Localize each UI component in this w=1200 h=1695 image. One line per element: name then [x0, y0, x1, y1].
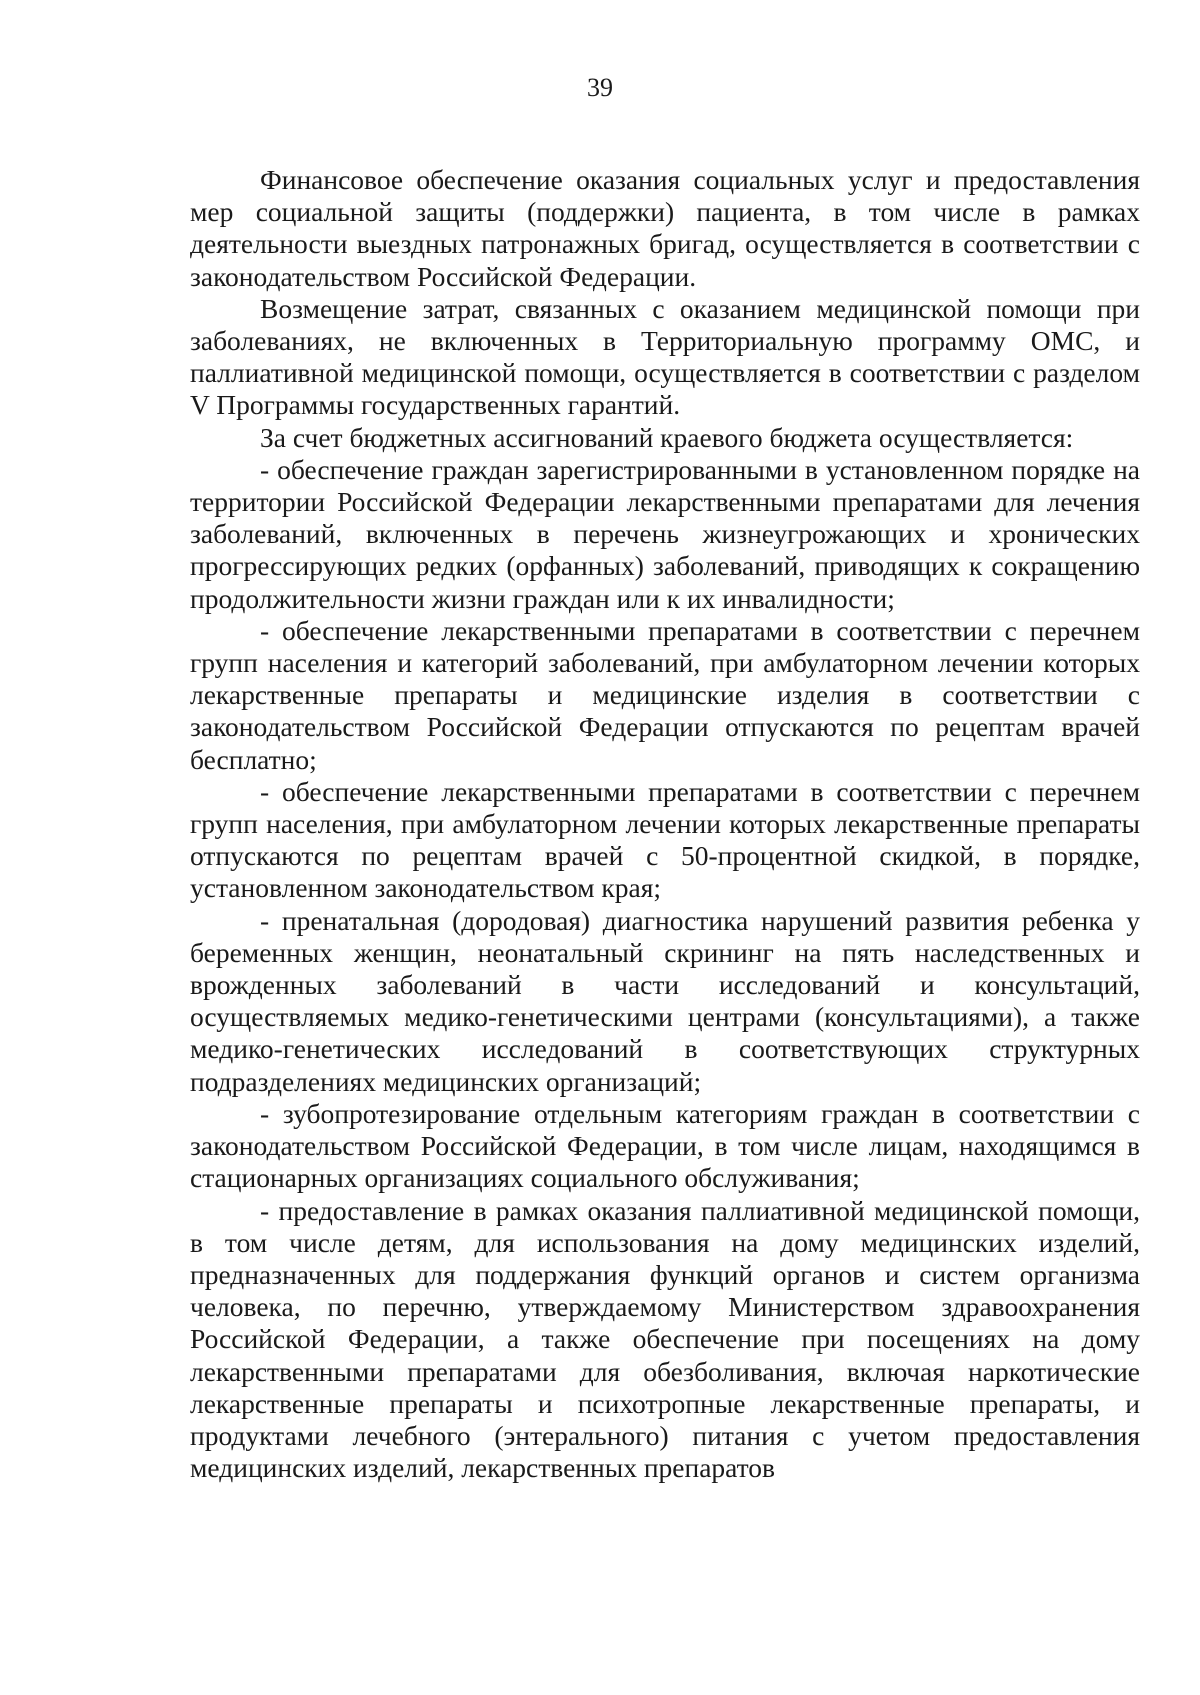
list-item-dental-prosthetics: - зубопротезирование отдельным категориям граждан в соответствии с законодательством Российской Федерации, в том числе лицам, находящимся в стационарных организациях социального обслуживания;: [190, 1097, 1140, 1194]
paragraph-social-services: Финансовое обеспечение оказания социальных услуг и предоставления мер социальной защиты (поддержки) пациента, в том числе в рамках деятельности выездных патронажных бригад, осуществляется в соответствии с законодательством Российской Федерации.: [190, 164, 1140, 292]
page-number: 39: [587, 73, 613, 102]
document-body: [190, 164, 1140, 1484]
paragraph-budget-intro: За счет бюджетных ассигнований краевого бюджета осуществляется:: [260, 421, 1074, 453]
list-item-orphan-diseases: - обеспечение граждан зарегистрированными в установленном порядке на территории Российской Федерации лекарственными препаратами для лечения заболеваний, включенных в перечень жизнеугрожающих и хронических прогрессирующих редких (орфанных) заболеваний, приводящих к сокращению продолжительности жизни граждан или к их инвалидности;: [190, 453, 1140, 614]
list-item-palliative-care: - предоставление в рамках оказания паллиативной медицинской помощи, в том числе детям, для использования на дому медицинских изделий, предназначенных для поддержания функций органов и систем организма человека, по перечню, утверждаемому Министерством здравоохранения Российской Федерации, а также обеспечение при посещениях на дому лекарственными препаратами для обезболивания, включая наркотические лекарственные препараты и психотропные лекарственные препараты, и продуктами лечебного (энтерального) питания с учетом предоставления медицинских изделий, лекарственных препаратов: [190, 1194, 1140, 1484]
list-item-prenatal-diagnostics: - пренатальная (дородовая) диагностика нарушений развития ребенка у беременных женщин, неонатальный скрининг на пять наследственных и врожденных заболеваний в части исследований и консультаций, осуществляемых медико-генетическими центрами (консультациями), а также медико-генетических исследований в соответствующих структурных подразделениях медицинских организаций;: [190, 904, 1140, 1097]
list-item-discount-prescriptions: - обеспечение лекарственными препаратами в соответствии с перечнем групп населения, при амбулаторном лечении которых лекарственные препараты отпускаются по рецептам врачей с 50-процентной скидкой, в порядке, установленном законодательством края;: [190, 775, 1140, 904]
paragraph-cost-reimbursement: Возмещение затрат, связанных с оказанием медицинской помощи при заболеваниях, не включенных в Территориальную программу ОМС, и паллиативной медицинской помощи, осуществляется в соответствии с разделом V Программы государственных гарантий.: [190, 292, 1140, 421]
list-item-free-prescriptions: - обеспечение лекарственными препаратами в соответствии с перечнем групп населения и категорий заболеваний, при амбулаторном лечении которых лекарственные препараты и медицинские изделия в соответствии с законодательством Российской Федерации отпускаются по рецептам врачей бесплатно;: [190, 614, 1140, 775]
